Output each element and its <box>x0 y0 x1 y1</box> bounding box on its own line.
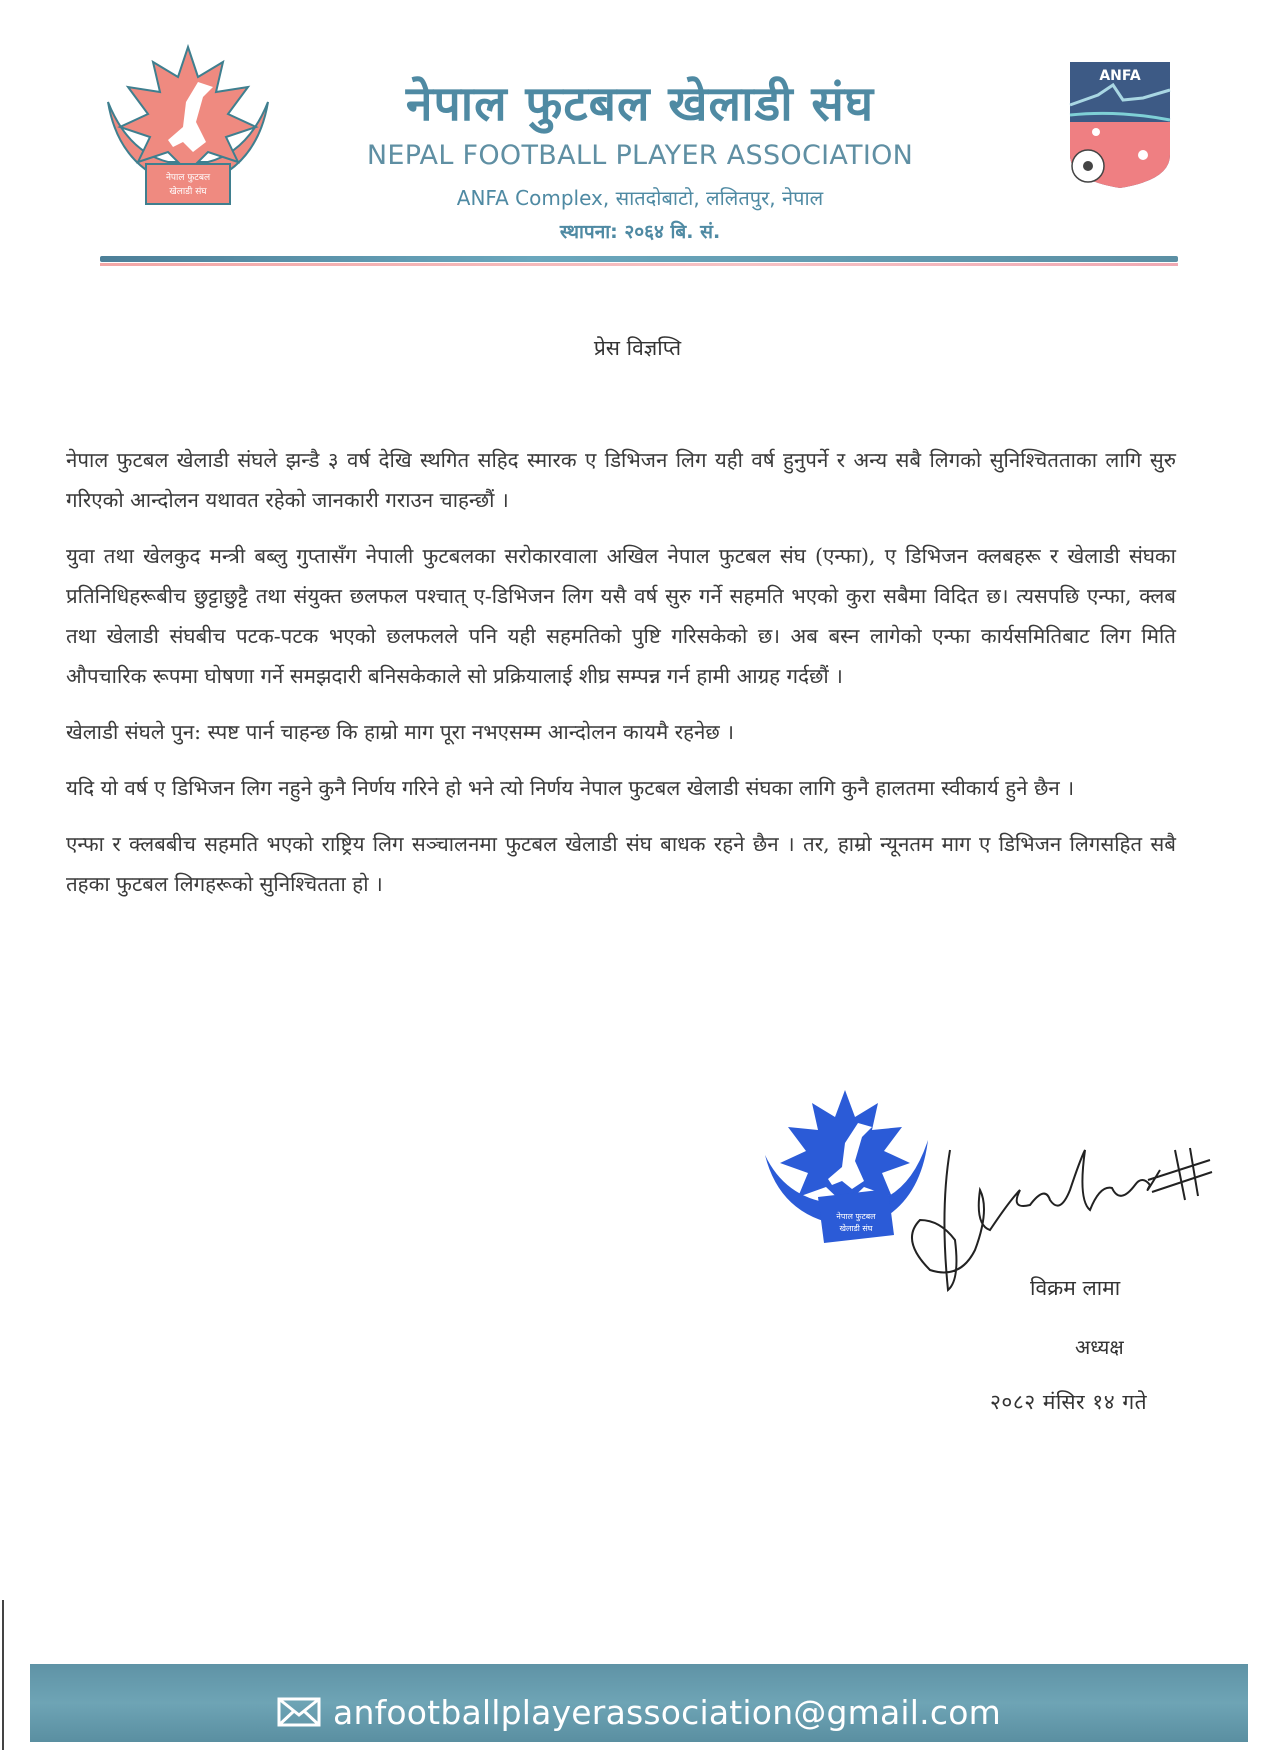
npfa-logo-icon <box>98 42 278 212</box>
document-title: प्रेस विज्ञप्ति <box>593 336 682 360</box>
contact-email[interactable]: anfootballplayerassociation@gmail.com <box>333 1692 1001 1732</box>
document-body <box>66 440 1176 920</box>
org-name-nepali: नेपाल फुटबल खेलाडी संघ <box>405 76 875 132</box>
org-address: ANFA Complex, सातदोबाटो, ललितपुर, नेपाल <box>456 186 824 210</box>
header-divider <box>100 256 1178 262</box>
paragraph: युवा तथा खेलकुद मन्त्री बब्लु गुप्तासँग नेपाली फुटबलका सरोकारवाला अखिल नेपाल फुटबल संघ (एन्फा), ए डिभिजन क्लबहरू र खेलाडी संघका प्रतिनिधिहरूबीच छुट्टाछुट्टै तथा संयुक्त छलफल पश्चात् ए-डिभिजन लिग यसै वर्ष सुरु गर्ने सहमति भएको कुरा सबैमा विदित छ। त्यसपछि एन्फा, क्लब तथा खेलाडी संघबीच पटक-पटक भएको छलफलले पनि यही सहमतिको पुष्टि गरिसकेको छ। अब बस्न लागेको एन्फा कार्यसमितिबाट लिग मिति औपचारिक रूपमा घोषणा गर्ने समझदारी बनिसकेकाले सो प्रक्रियालाई शीघ्र सम्पन्न गर्न हामी आग्रह गर्दछौं । <box>66 544 1176 688</box>
paragraph: एन्फा र क्लबबीच सहमति भएको राष्ट्रिय लिग सञ्चालनमा फुटबल खेलाडी संघ बाधक रहने छैन । तर, हाम्रो न्यूनतम माग ए डिभिजन लिगसहित सबै तहका फुटबल लिगहरूको सुनिश्चितता हो । <box>66 832 1176 896</box>
svg-text:नेपाल फुटबल: नेपाल फुटबल <box>165 173 211 183</box>
anfa-logo <box>1068 60 1172 190</box>
paragraph: नेपाल फुटबल खेलाडी संघले झन्डै ३ वर्ष देखि स्थगित सहिद स्मारक ए डिभिजन लिग यही वर्ष हुनुपर्ने र अन्य सबै लिगको सुनिश्चितताका लागि सुरु गरिएको आन्दोलन यथावत रहेको जानकारी गराउन चाहन्छौं । <box>66 448 1176 512</box>
signatory-name: विक्रम लामा <box>1030 1276 1121 1300</box>
anfa-logo-text: ANFA <box>1099 68 1141 84</box>
paragraph: यदि यो वर्ष ए डिभिजन लिग नहुने कुनै निर्णय गरिने हो भने त्यो निर्णय नेपाल फुटबल खेलाडी संघका लागि कुनै हालतमा स्वीकार्य हुने छैन । <box>66 776 1075 800</box>
signatory-role: अध्यक्ष <box>1075 1335 1124 1359</box>
org-established: स्थापना: २०६४ बि. सं. <box>559 221 721 243</box>
org-name-english: NEPAL FOOTBALL PLAYER ASSOCIATION <box>366 140 914 171</box>
mail-icon <box>277 1697 321 1727</box>
svg-text:खेलाडी संघ: खेलाडी संघ <box>169 187 207 197</box>
paragraph: खेलाडी संघले पुन: स्पष्ट पार्न चाहन्छ कि हाम्रो माग पूरा नभएसम्म आन्दोलन कायमै रहनेछ । <box>66 720 735 744</box>
page-edge <box>2 1600 4 1750</box>
footer-bar <box>30 1664 1248 1742</box>
svg-text:खेलाडी संघ: खेलाडी संघ <box>839 1224 873 1233</box>
anfa-shield-icon <box>1068 60 1172 190</box>
document-date: २०८२ मंसिर १४ गते <box>990 1390 1148 1414</box>
header-divider-accent <box>100 263 1178 266</box>
svg-text:नेपाल फुटबल: नेपाल फुटबल <box>836 1212 876 1221</box>
npfa-logo <box>98 42 278 212</box>
